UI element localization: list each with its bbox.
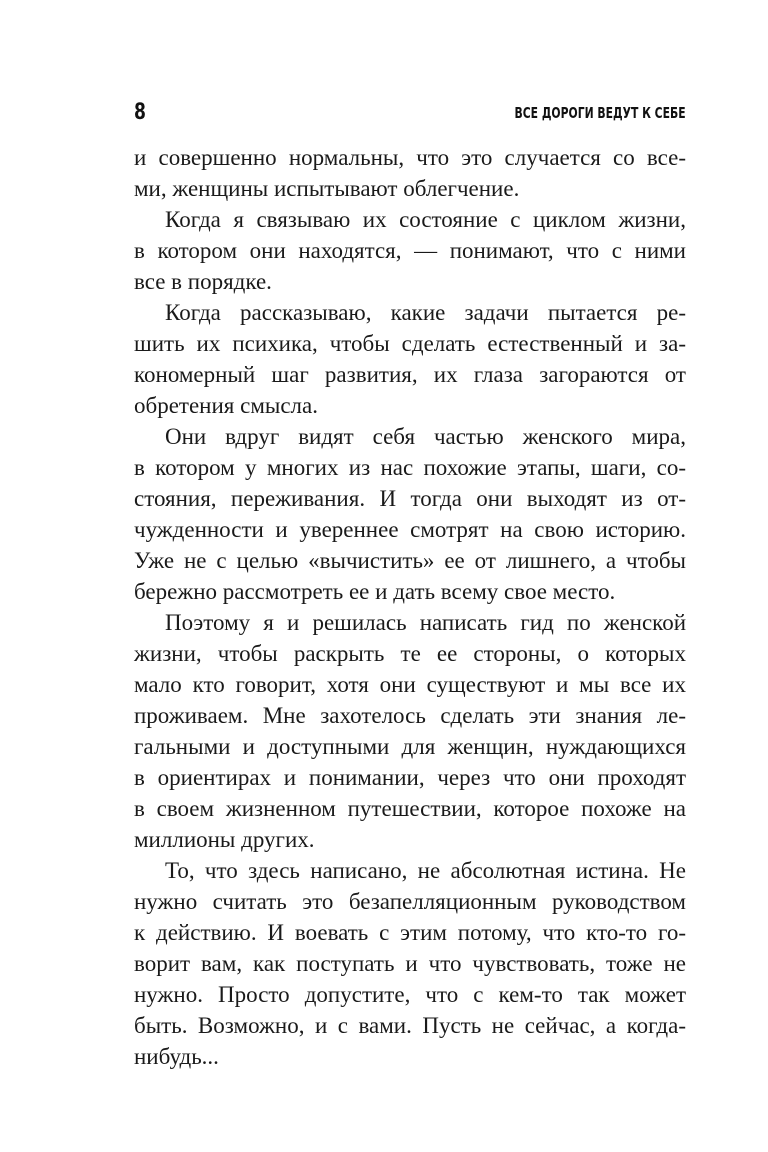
- text-line: Уже не с целью «вычистить» ее от лишнего, а чтобы: [134, 548, 686, 573]
- text-line: нибудь...: [134, 1044, 219, 1069]
- text-line: нужно считать это безапелляционным руководством: [134, 889, 686, 914]
- text-line: Когда рассказываю, какие задачи пытается ре-: [165, 300, 686, 325]
- text-line: в котором они находятся, — понимают, что с ними: [134, 238, 686, 263]
- text-line: быть. Возможно, и с вами. Пусть не сейчас, а когда-: [134, 1013, 686, 1038]
- text-line: и совершенно нормальны, что это случается со все-: [134, 145, 686, 170]
- text-line: все в порядке.: [134, 269, 272, 294]
- page-number: 8: [134, 100, 146, 125]
- text-line: в ориентирах и понимании, через что они проходят: [134, 765, 686, 790]
- text-line: нужно. Просто допустите, что с кем-то так может: [134, 982, 686, 1007]
- text-line: в котором у многих из нас похожие этапы, шаги, со-: [134, 455, 686, 480]
- body-text: [134, 142, 686, 1072]
- text-line: в своем жизненном путешествии, которое похоже на: [134, 796, 686, 821]
- text-line: кономерный шаг развития, их глаза загораются от: [134, 362, 686, 387]
- text-line: мало кто говорит, хотя они существуют и мы все их: [134, 672, 686, 697]
- text-line: ми, женщины испытывают облегчение.: [134, 176, 520, 201]
- text-line: проживаем. Мне захотелось сделать эти знания ле-: [134, 703, 686, 728]
- running-header: [134, 98, 686, 128]
- text-line: чужденности и увереннее смотрят на свою историю.: [134, 517, 686, 542]
- text-line: миллионы других.: [134, 827, 315, 852]
- text-line: Когда я связываю их состояние с циклом жизни,: [165, 207, 686, 232]
- text-line: То, что здесь написано, не абсолютная истина. Не: [165, 858, 686, 883]
- text-line: гальными и доступными для женщин, нуждающихся: [134, 734, 686, 759]
- text-line: стояния, переживания. И тогда они выходят из от-: [134, 486, 686, 511]
- text-line: жизни, чтобы раскрыть те ее стороны, о которых: [134, 641, 686, 666]
- text-line: шить их психика, чтобы сделать естественный и за-: [134, 331, 686, 356]
- text-line: Они вдруг видят себя частью женского мира,: [165, 424, 686, 449]
- text-line: ворит вам, как поступать и что чувствовать, тоже не: [134, 951, 686, 976]
- book-title: ВСЕ ДОРОГИ ВЕДУТ К СЕБЕ: [514, 104, 686, 122]
- text-line: обретения смысла.: [134, 393, 318, 418]
- text-line: Поэтому я и решилась написать гид по женской: [165, 610, 686, 635]
- text-line: к действию. И воевать с этим потому, что кто-то го-: [134, 920, 686, 945]
- text-line: бережно рассмотреть ее и дать всему свое место.: [134, 579, 616, 604]
